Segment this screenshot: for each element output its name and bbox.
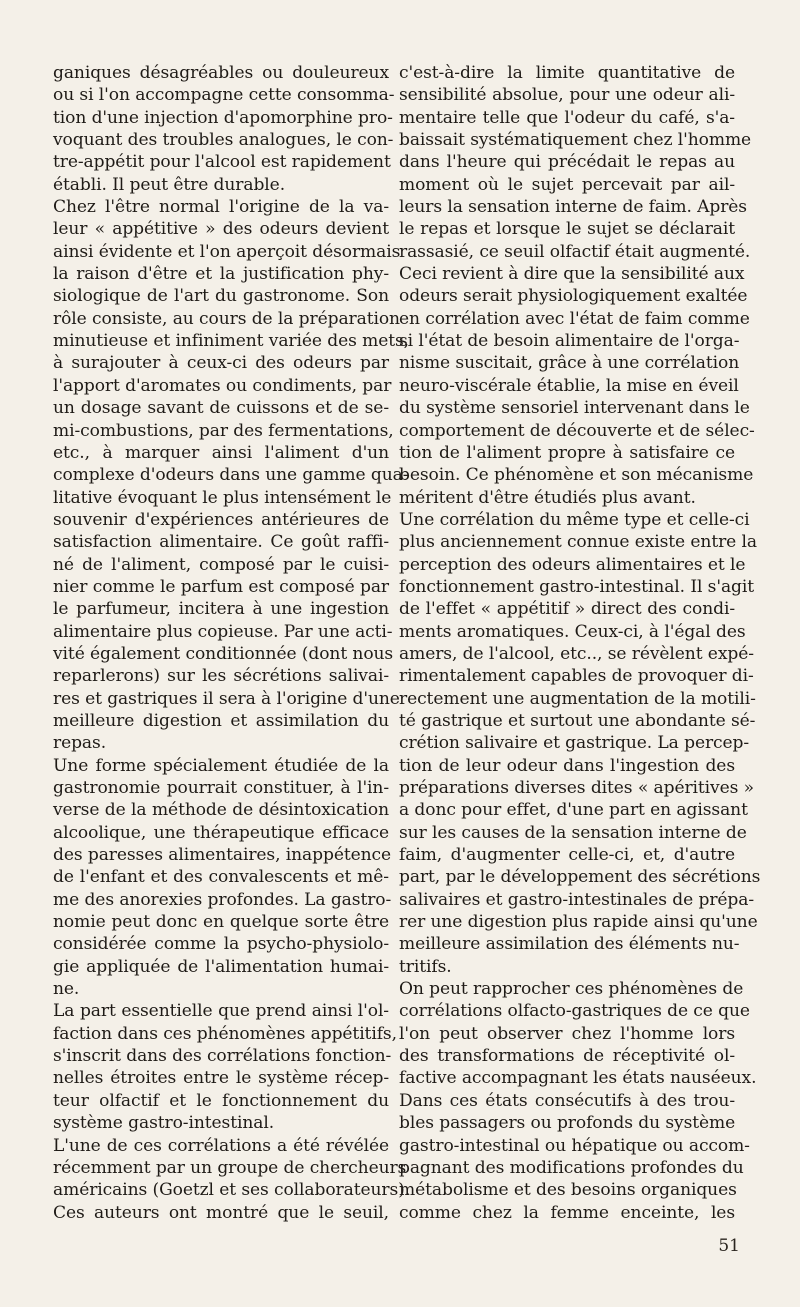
text-line: rôle consiste, au cours de la préparation: [53, 308, 400, 329]
text-line: verse de la méthode de désintoxication: [53, 800, 389, 821]
text-line: à surajouter à ceux-ci des odeurs par: [53, 353, 389, 374]
text-line: vité également conditionnée (dont nous: [53, 643, 394, 664]
text-line: odeurs serait physiologiquement exaltée: [399, 286, 748, 307]
text-line: nelles étroites entre le système récep-: [53, 1068, 389, 1089]
text-line: amers, de l'alcool, etc.., se révèlent expé-: [399, 643, 754, 664]
text-line: l'on peut observer chez l'homme lors: [399, 1023, 735, 1044]
text-line: préparations diverses dites « apéritives »: [399, 778, 754, 798]
text-line: des transformations de réceptivité ol-: [399, 1046, 735, 1067]
text-line: faction dans ces phénomènes appétitifs,: [53, 1023, 397, 1044]
text-line: Ceci revient à dire que la sensibilité aux: [399, 264, 745, 285]
text-line: litative évoquant le plus intensément le: [53, 487, 392, 508]
text-line: factive accompagnant les états nauséeux.: [399, 1068, 757, 1089]
text-line: baissait systématiquement chez l'homme: [399, 130, 752, 151]
text-line: rassasié, ce seuil olfactif était augmenté.: [399, 241, 751, 262]
text-line: leur « appétitive » des odeurs devient: [53, 219, 389, 240]
text-line: mentaire telle que l'odeur du café, s'a-: [399, 107, 735, 128]
text-line: perception des odeurs alimentaires et le: [399, 554, 746, 575]
text-line: meilleure digestion et assimilation du: [53, 710, 389, 731]
text-line: repas.: [53, 733, 107, 754]
text-line: tion de l'aliment propre à satisfaire ce: [399, 442, 735, 463]
text-line: ments aromatiques. Ceux-ci, à l'égal des: [399, 621, 746, 642]
text-line: satisfaction alimentaire. Ce goût raffi-: [53, 532, 389, 553]
text-line: en corrélation avec l'état de faim comme: [399, 308, 750, 329]
text-line: alimentaire plus copieuse. Par une acti-: [53, 621, 393, 642]
text-line: c'est-à-dire la limite quantitative de: [399, 63, 735, 83]
text-line: Chez l'être normal l'origine de la va-: [53, 197, 389, 218]
text-line: tion de leur odeur dans l'ingestion des: [399, 755, 735, 776]
text-line: souvenir d'expériences antérieures de: [53, 509, 389, 530]
text-line: américains (Goetzl et ses collaborateurs).: [53, 1180, 411, 1201]
text-line: rectement une augmentation de la motili-: [399, 688, 756, 709]
text-line: alcoolique, une thérapeutique efficace: [53, 822, 389, 843]
text-line: l'apport d'aromates ou condiments, par: [53, 375, 392, 396]
text-line: du système sensoriel intervenant dans le: [399, 398, 750, 419]
text-line: salivaires et gastro-intestinales de prépa-: [399, 889, 755, 910]
text-line: rer une digestion plus rapide ainsi qu'une: [399, 912, 758, 933]
text-line: plus anciennement connue existe entre la: [399, 532, 757, 553]
text-line: nomie peut donc en quelque sorte être: [53, 912, 389, 933]
text-line: tre-appétit pour l'alcool est rapidement: [53, 152, 391, 173]
text-line: etc., à marquer ainsi l'aliment d'un: [53, 442, 389, 463]
text-line: gie appliquée de l'alimentation humai-: [53, 956, 389, 977]
text-line: s'inscrit dans des corrélations fonction-: [53, 1046, 392, 1067]
text-line: meilleure assimilation des éléments nu-: [399, 934, 740, 955]
text-line: la raison d'être et la justification phy-: [53, 264, 389, 285]
text-line: tritifs.: [399, 956, 452, 977]
text-line: a donc pour effet, d'une part en agissant: [399, 800, 748, 821]
text-line: sensibilité absolue, pour une odeur ali-: [399, 85, 735, 106]
text-line: sur les causes de la sensation interne de: [399, 822, 747, 843]
text-line: bles passagers ou profonds du système: [399, 1113, 736, 1134]
text-line: mi-combustions, par des fermentations,: [53, 420, 394, 441]
right-column: [399, 62, 761, 1224]
text-line: ne.: [53, 979, 80, 1000]
text-line: leurs la sensation interne de faim. Après: [399, 197, 747, 218]
text-line: comportement de découverte et de sélec-: [399, 420, 755, 441]
text-line: reparlerons) sur les sécrétions salivai-: [53, 666, 389, 687]
left-column: [53, 62, 411, 1224]
text-line: siologique de l'art du gastronome. Son: [53, 286, 389, 307]
text-line: té gastrique et surtout une abondante sé-: [399, 710, 756, 731]
text-line: un dosage savant de cuissons et de se-: [53, 398, 389, 419]
text-line: neuro-viscérale établie, la mise en éveil: [399, 375, 739, 396]
text-line: gastronomie pourrait constituer, à l'in-: [53, 778, 389, 798]
text-line: Une forme spécialement étudiée de la: [53, 755, 389, 776]
text-line: méritent d'être étudiés plus avant.: [399, 487, 696, 508]
text-line: res et gastriques il sera à l'origine d'une: [53, 688, 400, 709]
text-line: ganiques désagréables ou douleureux: [53, 63, 389, 83]
text-line: On peut rapprocher ces phénomènes de: [399, 979, 744, 1000]
text-line: des paresses alimentaires, inappétence: [53, 845, 392, 866]
text-line: ainsi évidente et l'on aperçoit désormais: [53, 241, 401, 262]
text-line: le parfumeur, incitera à une ingestion: [53, 599, 389, 620]
text-line: pagnant des modifications profondes du: [399, 1157, 744, 1178]
text-line: L'une de ces corrélations a été révélée: [53, 1135, 389, 1156]
page-number: 51: [718, 1236, 740, 1256]
text-line: minutieuse et infiniment variée des mets,: [53, 331, 409, 352]
text-line: besoin. Ce phénomène et son mécanisme: [399, 465, 754, 486]
text-line: voquant des troubles analogues, le con-: [53, 130, 394, 151]
text-line: La part essentielle que prend ainsi l'ol-: [53, 1001, 389, 1022]
text-line: rimentalement capables de provoquer di-: [399, 666, 754, 687]
text-line: récemment par un groupe de chercheurs: [53, 1157, 407, 1178]
text-line: dans l'heure qui précédait le repas au: [399, 152, 735, 173]
text-line: Dans ces états consécutifs à des trou-: [399, 1090, 735, 1111]
text-line: nier comme le parfum est composé par: [53, 576, 389, 597]
text-line: teur olfactif et le fonctionnement du: [53, 1090, 389, 1111]
text-line: considérée comme la psycho-physiolo-: [53, 934, 389, 955]
text-line: me des anorexies profondes. La gastro-: [53, 889, 392, 910]
text-line: complexe d'odeurs dans une gamme qua-: [53, 465, 409, 486]
text-line: ou si l'on accompagne cette consomma-: [53, 85, 395, 106]
text-line: crétion salivaire et gastrique. La percep-: [399, 733, 750, 754]
text-line: moment où le sujet percevait par ail-: [399, 174, 735, 195]
text-line: nisme suscitait, grâce à une corrélation: [399, 353, 740, 374]
text-line: Ces auteurs ont montré que le seuil,: [53, 1202, 389, 1223]
text-line: part, par le développement des sécrétions: [399, 867, 761, 888]
text-line: métabolisme et des besoins organiques: [399, 1180, 737, 1201]
text-line: faim, d'augmenter celle-ci, et, d'autre: [399, 845, 735, 866]
text-line: corrélations olfacto-gastriques de ce que: [399, 1001, 750, 1022]
text-line: si l'état de besoin alimentaire de l'orga-: [399, 331, 740, 352]
text-line: système gastro-intestinal.: [53, 1113, 275, 1134]
text-line: établi. Il peut être durable.: [53, 174, 286, 195]
text-line: comme chez la femme enceinte, les: [399, 1202, 735, 1223]
text-line: né de l'aliment, composé par le cuisi-: [53, 554, 389, 575]
text-line: le repas et lorsque le sujet se déclarait: [399, 219, 735, 240]
text-line: fonctionnement gastro-intestinal. Il s'agit: [399, 576, 755, 597]
text-line: de l'effet « appétitif » direct des condi-: [399, 599, 735, 620]
text-line: gastro-intestinal ou hépatique ou accom-: [399, 1135, 750, 1156]
text-line: de l'enfant et des convalescents et mê-: [53, 867, 389, 888]
text-line: tion d'une injection d'apomorphine pro-: [53, 107, 393, 128]
text-line: Une corrélation du même type et celle-ci: [399, 509, 750, 530]
